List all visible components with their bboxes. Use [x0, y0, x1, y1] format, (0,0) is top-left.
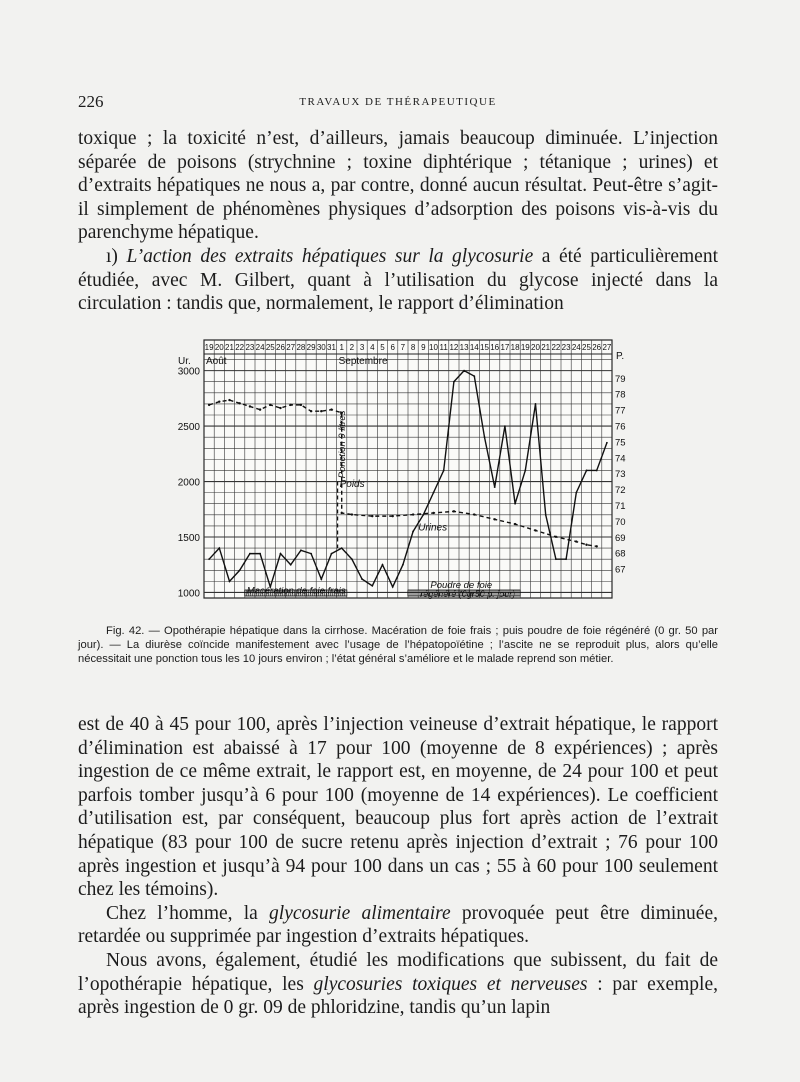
data-point [443, 470, 445, 472]
day-tick-label: 4 [370, 343, 375, 352]
data-point [463, 370, 465, 372]
y-left-tick-label: 1500 [177, 533, 200, 544]
data-point [279, 407, 281, 409]
data-point [239, 402, 241, 404]
y-right-tick-label: 69 [615, 532, 626, 544]
day-tick-label: 13 [459, 343, 469, 352]
day-tick-label: 20 [531, 343, 540, 352]
day-tick-label: 12 [449, 343, 459, 352]
italic-text: glycosuries toxiques et nerveuses [313, 973, 588, 995]
data-point [473, 375, 475, 377]
day-tick-label: 23 [561, 343, 571, 352]
data-point [392, 515, 394, 517]
y-left-axis-label: Ur. [178, 356, 191, 367]
data-point [596, 470, 598, 472]
paragraph [78, 949, 718, 1020]
day-tick-label: 30 [316, 343, 326, 352]
day-tick-label: 9 [421, 343, 426, 352]
data-point [331, 553, 333, 555]
data-point [249, 405, 251, 407]
day-tick-label: 23 [245, 343, 255, 352]
paragraph [78, 245, 718, 316]
day-tick-label: 21 [541, 343, 551, 352]
data-point [555, 536, 557, 538]
paragraph [78, 902, 718, 949]
data-point [249, 553, 251, 555]
data-point [320, 410, 322, 412]
text-run: Nous avons, également, étudié les modifications que subissent, du fait de l’opothérapie hépatique, les [78, 949, 718, 995]
caption-label: Fig. 42. [106, 625, 145, 637]
annotation-urines: Urines [418, 522, 448, 534]
month-label: Septembre [338, 356, 388, 367]
caption-paragraph [78, 624, 718, 667]
data-point [310, 553, 312, 555]
y-right-tick-label: 78 [615, 389, 626, 401]
text-run: ı) [106, 245, 127, 267]
text-run: Chez l’homme, la [106, 902, 270, 924]
data-point [371, 515, 373, 517]
day-tick-label: 27 [602, 343, 612, 352]
data-point [351, 558, 353, 560]
data-point [535, 403, 537, 405]
y-right-tick-label: 73 [615, 469, 626, 481]
y-right-tick-label: 74 [615, 453, 626, 465]
data-point [586, 470, 588, 472]
data-point [412, 513, 414, 515]
day-tick-label: 18 [510, 343, 520, 352]
data-point [575, 540, 577, 542]
annotation-maceration: Macération de foie frais [246, 585, 346, 597]
day-tick-label: 24 [571, 343, 581, 352]
data-point [371, 585, 373, 587]
data-point [259, 553, 261, 555]
data-point [545, 514, 547, 516]
data-point [453, 381, 455, 383]
y-right-tick-label: 79 [615, 373, 626, 385]
y-right-tick-label: 76 [615, 421, 626, 433]
italic-text: L’action des extraits hépatiques sur la glycosurie [126, 245, 534, 267]
day-tick-label: 16 [490, 343, 500, 352]
day-tick-label: 19 [520, 343, 530, 352]
y-left-tick-label: 1000 [177, 588, 200, 600]
data-point [412, 531, 414, 533]
data-point [433, 492, 435, 494]
y-right-tick-label: 77 [615, 405, 626, 417]
text-block-top [78, 127, 718, 316]
y-right-tick-label: 67 [615, 564, 626, 576]
data-point [280, 553, 282, 555]
page-header [78, 92, 718, 116]
page-number: 226 [78, 92, 104, 111]
y-left-tick-label: 3000 [177, 366, 200, 378]
data-point [341, 547, 343, 549]
y-left-tick-label: 2500 [177, 422, 200, 434]
day-tick-label: 24 [255, 343, 265, 352]
day-tick-label: 29 [306, 343, 316, 352]
day-tick-label: 26 [276, 343, 285, 352]
data-point [514, 523, 516, 525]
data-point [229, 580, 231, 582]
day-tick-label: 2 [349, 343, 355, 352]
data-point [290, 564, 292, 566]
day-tick-label: 31 [327, 343, 336, 352]
data-point [473, 513, 475, 515]
data-point [575, 492, 577, 494]
figure-caption [78, 624, 718, 667]
day-tick-label: 14 [469, 343, 479, 352]
data-point [218, 547, 220, 549]
day-tick-label: 25 [582, 343, 591, 352]
y-right-tick-label: 70 [615, 516, 626, 528]
data-point [494, 518, 496, 520]
data-point [382, 564, 384, 566]
y-right-axis-label: P. [616, 350, 625, 362]
paragraph [78, 713, 718, 902]
annotation-regenere: régénéré (0gr50 p. jour) [420, 588, 516, 599]
text-run: est de 40 à 45 pour 100, après l’injection veineuse d’extrait hépatique, le rapport d’élimination est abaissé à 17 pour 100 (moyenne de 8 expériences) ; après ingestion de ce même extrait, le rapport est, en moyenne, de 24 pour 100 et peut parfois tomber jusqu’à 6 pour 100 (moyenne de 14 expériences). Le coefficient d’utilisation est, par conséquent, beaucoup plus fort après action de l’extrait hépatique (83 pour 100 de sucre retenu après injection d’extrait ; 76 pour 100 après ingestion et jusqu’à 94 pour 100 dans un cas ; 55 à 60 pour 100 seulement chez les témoins). [78, 714, 718, 901]
data-point [310, 410, 312, 412]
data-point [330, 408, 332, 410]
annotation-poudre: Poudre de foie [430, 580, 493, 592]
data-point [524, 470, 526, 472]
data-point [422, 514, 424, 516]
data-point [494, 486, 496, 488]
data-point [565, 558, 567, 560]
y-right-tick-label: 68 [615, 548, 626, 560]
day-tick-label: 20 [214, 343, 224, 352]
italic-text: glycosurie alimentaire [269, 902, 451, 924]
day-tick-label: 7 [400, 343, 406, 352]
day-tick-label: 22 [235, 343, 245, 352]
day-tick-label: 10 [429, 343, 438, 352]
day-tick-label: 28 [296, 343, 306, 352]
data-point [208, 404, 210, 406]
day-tick-label: 27 [286, 343, 296, 352]
data-point [259, 408, 261, 410]
data-point [534, 529, 536, 531]
day-tick-label: 19 [204, 343, 214, 352]
annotation-ponction: Ponction 9 litres [336, 410, 348, 479]
day-tick-label: 21 [225, 343, 234, 352]
data-point [484, 436, 486, 438]
data-point [453, 510, 455, 512]
day-tick-label: 25 [265, 343, 275, 352]
data-point [269, 404, 271, 406]
day-tick-label: 22 [551, 343, 561, 352]
data-point [514, 503, 516, 505]
y-left-tick-label: 2000 [177, 477, 200, 489]
day-tick-label: 17 [500, 343, 510, 352]
data-point [218, 400, 220, 402]
month-label: Août [206, 356, 227, 367]
day-tick-label: 1 [339, 343, 344, 352]
data-point [300, 549, 302, 551]
data-point [361, 578, 363, 580]
text-run: provoquée peut être diminuée, retardée ou supprimée par ingestion d’extraits hépatiques. [78, 902, 718, 948]
running-title: TRAVAUX DE THÉRAPEUTIQUE [299, 96, 497, 108]
figure-chart [160, 336, 626, 606]
data-point [320, 578, 322, 580]
text-block-bottom [78, 713, 718, 1020]
day-tick-label: 11 [439, 343, 448, 352]
data-point [208, 558, 210, 560]
y-right-tick-label: 71 [615, 501, 626, 513]
caption-text: — Opothérapie hépatique dans la cirrhose. Macération de foie frais ; puis poudre de foie régénéré (0 gr. 50 par jour). — La diurèse coïncide manifestement avec l’usage de l’hépatopoïétine ; l’ascite ne se reproduit plus, alors qu’elle nécessitait une ponction tous les 10 jours environ ; l’état général s’améliore et le malade reprend son métier. [78, 625, 718, 666]
data-point [300, 404, 302, 406]
data-point [606, 442, 608, 444]
day-tick-label: 6 [390, 343, 395, 352]
data-point [596, 545, 598, 547]
text-run: : par exemple, après ingestion de 0 gr. 09 de phloridzine, tandis qu’un lapin [78, 973, 719, 1019]
data-point [239, 569, 241, 571]
data-point [351, 513, 353, 515]
data-point [341, 512, 343, 514]
text-run: a été particulièrement étudiée, avec M. Gilbert, quant à l’utilisation du glycose injecté dans la circulation : tandis que, normalement, le rapport d’élimination [78, 245, 718, 315]
data-point [290, 404, 292, 406]
data-point [555, 558, 557, 560]
day-tick-label: 8 [410, 343, 416, 352]
data-point [402, 564, 404, 566]
text-run: toxique ; la toxicité n’est, d’ailleurs, jamais beaucoup diminuée. L’injection séparée de poisons (strychnine ; toxine diphtérique ; tétanique ; urines) et d’extraits hépatiques ne nous a, par contre, donné aucun résultat. Peut-être s’agit-il simplement de phénomènes physiques d’adsorption des poisons vis-à-vis du parenchyme hépatique. [78, 128, 718, 244]
data-point [228, 399, 230, 401]
day-tick-label: 3 [359, 343, 365, 352]
y-right-tick-label: 75 [615, 437, 626, 449]
day-tick-label: 5 [380, 343, 385, 352]
data-point [392, 586, 394, 588]
day-tick-label: 26 [592, 343, 602, 352]
day-tick-label: 15 [480, 343, 489, 352]
data-point [585, 544, 587, 546]
y-right-tick-label: 72 [615, 485, 626, 497]
data-point [432, 512, 434, 514]
data-point [504, 425, 506, 427]
annotation-poids: Poids [339, 479, 365, 491]
paragraph [78, 127, 718, 245]
